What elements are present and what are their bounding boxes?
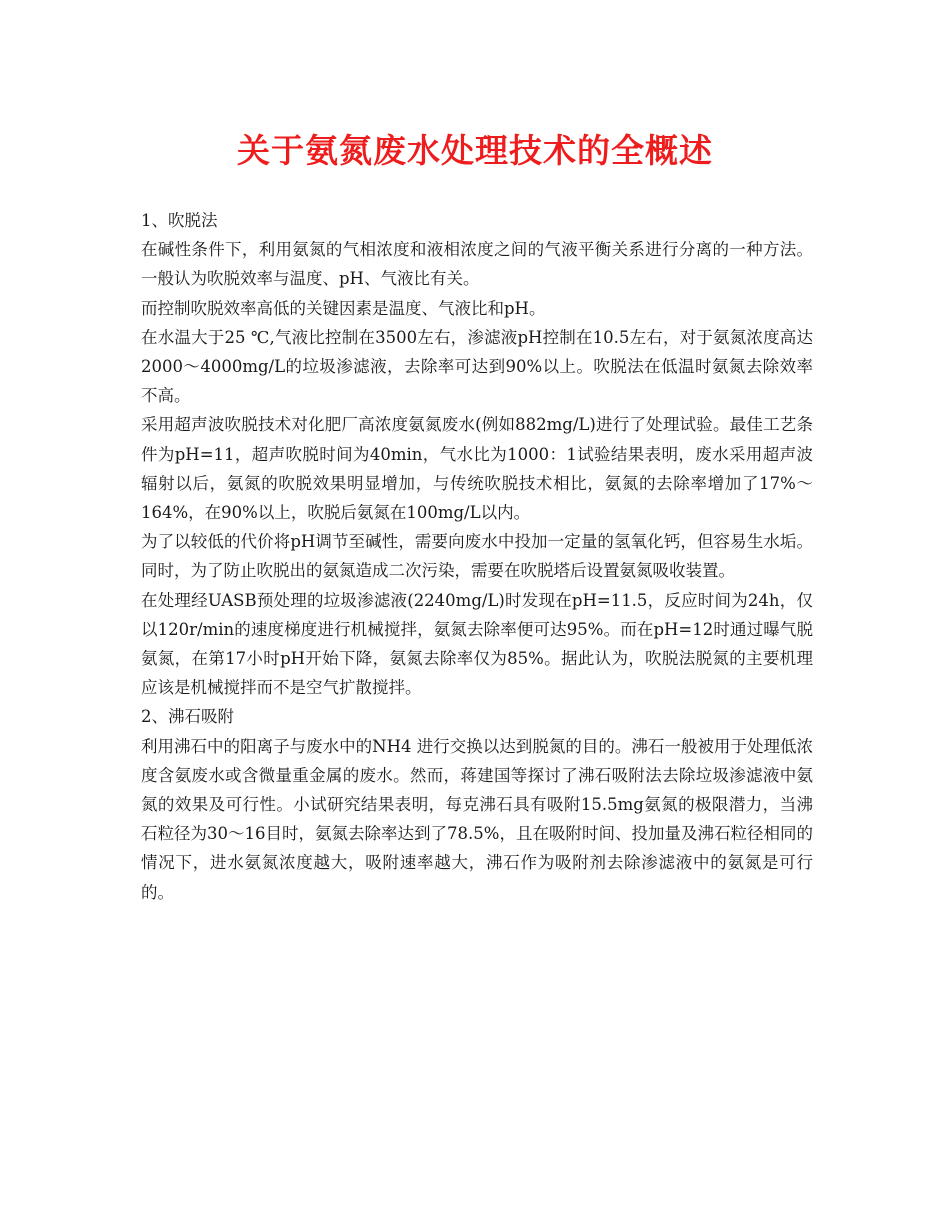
document-title: 关于氨氮废水处理技术的全概述 xyxy=(237,131,713,170)
document-body xyxy=(141,206,813,907)
paragraph-ultrasonic-stripping: 采用超声波吹脱技术对化肥厂高浓度氨氮废水(例如882mg/L)进行了处理试验。最佳工艺条件为pH=11，超声吹脱时间为40min，气水比为1000：1试验结果表明，废水采用超声波辐射以后，氨氮的吹脱效果明显增加，与传统吹脱技术相比，氨氮的去除率增加了17%～164%，在90%以上，吹脱后氨氮在100mg/L以内。 xyxy=(141,415,813,523)
section-heading-zeolite: 2、沸石吸附 xyxy=(141,707,234,727)
paragraph-stripping-key-factors: 而控制吹脱效率高低的关键因素是温度、气液比和pH。 xyxy=(141,298,546,318)
paragraph-stripping-conditions: 在水温大于25 ℃,气液比控制在3500左右，渗滤液pH控制在10.5左右，对于氨氮浓度高达2000～4000mg/L的垃圾渗滤液，去除率可达到90%以上。吹脱法在低温时氨氮去除效率不高。 xyxy=(141,327,813,406)
paragraph-stripping-definition: 在碱性条件下，利用氨氮的气相浓度和液相浓度之间的气液平衡关系进行分离的一种方法。一般认为吹脱效率与温度、pH、气液比有关。 xyxy=(141,240,813,289)
section-heading-stripping: 1、吹脱法 xyxy=(141,211,218,230)
paragraph-uasb-experiment: 在处理经UASB预处理的垃圾渗滤液(2240mg/L)时发现在pH=11.5，反应时间为24h，仅以120r/min的速度梯度进行机械搅拌，氨氮去除率便可达95%。而在pH=12时通过曝气脱氨氮，在第17小时pH开始下降，氨氮去除率仅为85%。据此认为，吹脱法脱氮的主要机理应该是机械搅拌而不是空气扩散搅拌。 xyxy=(141,590,813,698)
paragraph-ph-adjustment: 为了以较低的代价将pH调节至碱性，需要向废水中投加一定量的氢氧化钙，但容易生水垢。同时，为了防止吹脱出的氨氮造成二次污染，需要在吹脱塔后设置氨氮吸收装置。 xyxy=(141,532,813,581)
paragraph-zeolite-adsorption: 利用沸石中的阳离子与废水中的NH4 进行交换以达到脱氮的目的。沸石一般被用于处理低浓度含氨废水或含微量重金属的废水。然而，蒋建国等探讨了沸石吸附法去除垃圾渗滤液中氨氮的效果及可行性。小试研究结果表明，每克沸石具有吸附15.5mg氨氮的极限潜力，当沸石粒径为30～16目时，氨氮去除率达到了78.5%，且在吸附时间、投加量及沸石粒径相同的情况下，进水氨氮浓度越大，吸附速率越大，沸石作为吸附剂去除渗滤液中的氨氮是可行的。 xyxy=(141,736,813,902)
